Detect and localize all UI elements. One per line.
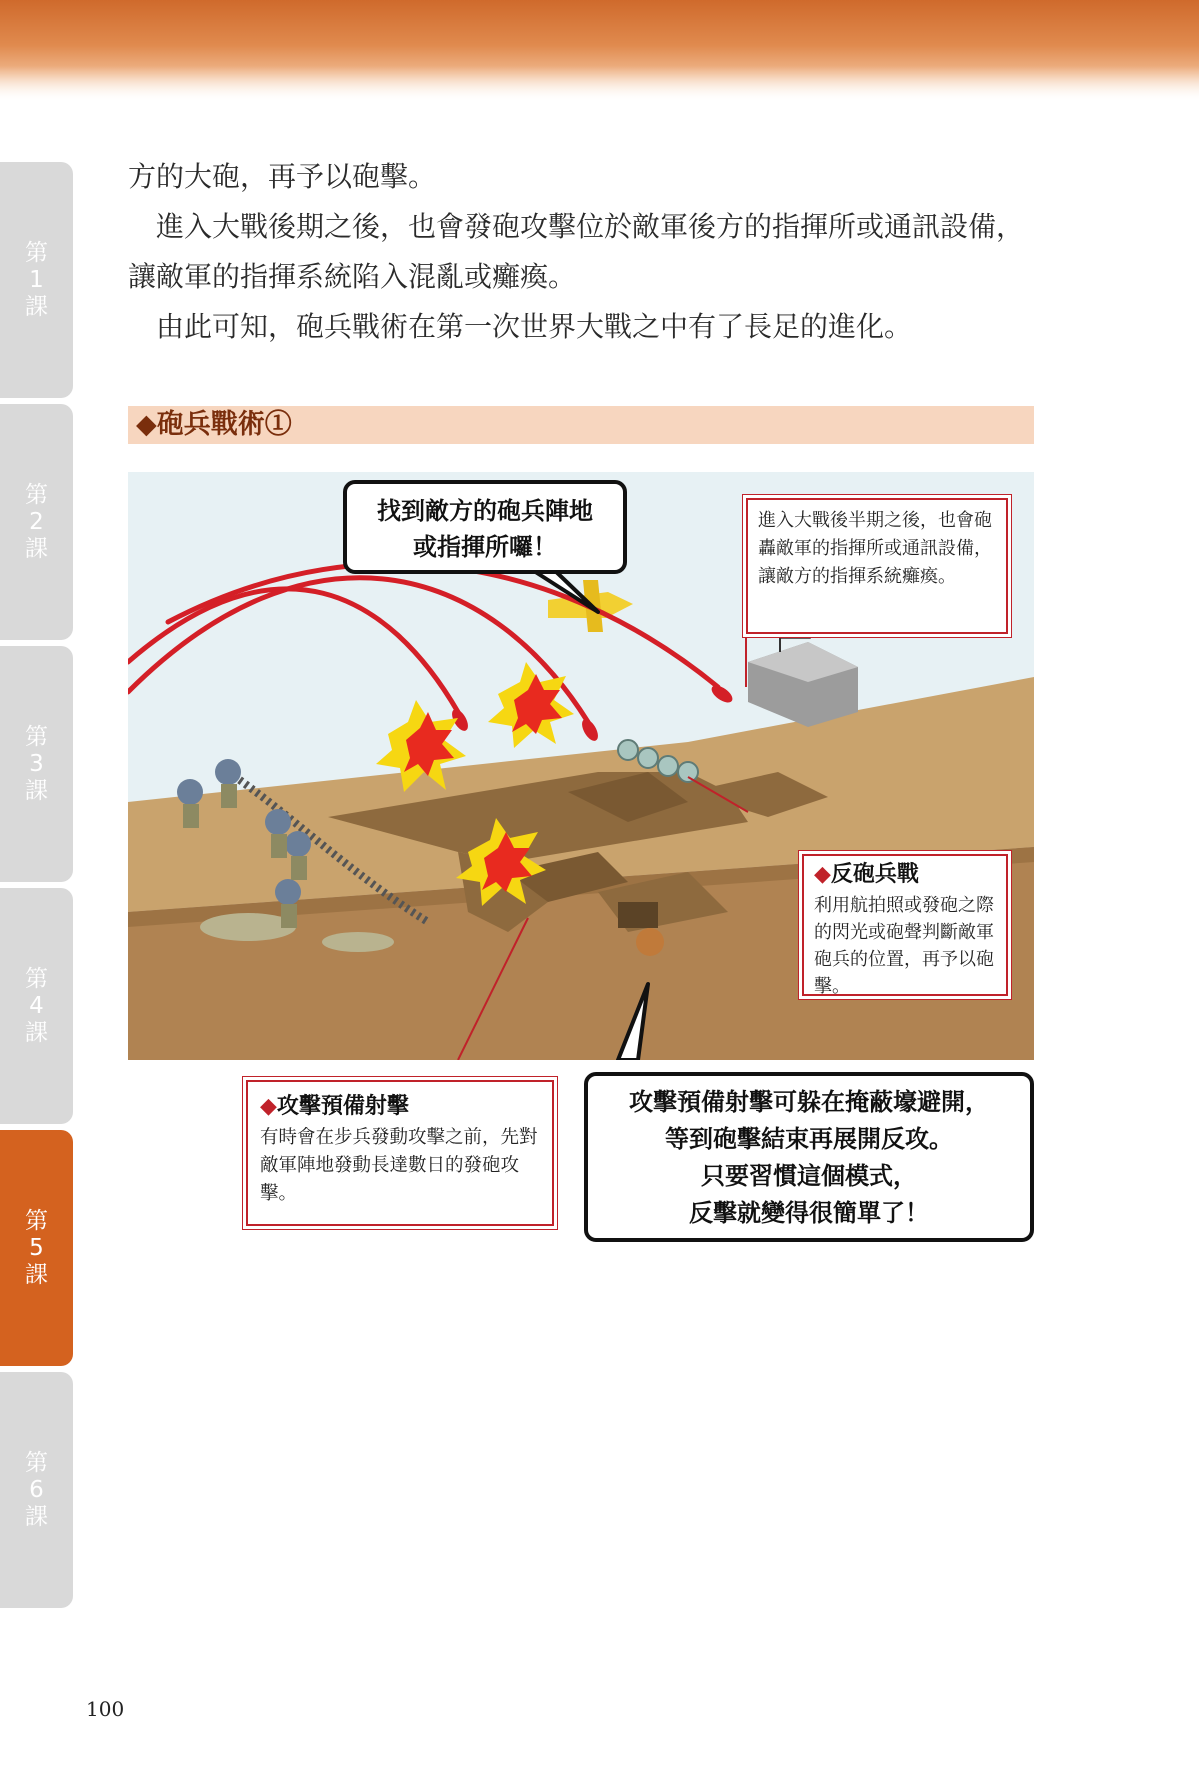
tab-number: 1 [29,266,44,293]
top-banner [0,0,1199,100]
tab-char: 第 [25,723,48,750]
counter-battery-text: 利用航拍照或發砲之際的閃光或砲聲判斷敵軍砲兵的位置，再予以砲擊。 [814,895,994,997]
shell-trajectories [128,564,718,722]
body-paragraph-3: 由此可知，砲兵戰術在第一次世界大戰之中有了長足的進化。 [128,310,913,343]
hq-note-text: 進入大戰後半期之後，也會砲轟敵軍的指揮所或通訊設備，讓敵方的指揮系統癱瘓。 [758,510,992,587]
tab-number: 4 [29,992,44,1019]
tab-number: 5 [29,1234,44,1261]
bunker-entrance [618,902,658,928]
counter-battery-title-text: 反砲兵戰 [830,862,919,887]
counter-battery-box [802,854,1008,996]
body-paragraph-1: 方的大砲，再予以砲擊。 [128,160,437,193]
body-paragraph-2: 進入大戰後期之後，也會發砲攻擊位於敵軍後方的指揮所或通訊設備，讓敵軍的指揮系統陷入混亂或癱瘓。 [128,210,1025,293]
tab-number: 6 [29,1476,44,1503]
diamond-icon: ◆ [260,1094,277,1119]
speech-bubble-bottom [584,1072,1034,1242]
chapter-tab-2[interactable] [0,404,73,640]
chapter-tab-1[interactable] [0,162,73,398]
tab-char: 第 [25,1207,48,1234]
tab-char: 第 [25,481,48,508]
tab-char: 課 [25,1261,48,1288]
section-heading [128,406,1034,444]
counter-battery-title [814,860,996,890]
diamond-icon: ◆ [814,862,831,887]
speech-line: 反擊就變得很簡單了！ [689,1199,929,1227]
hq-note-box [746,498,1008,634]
tab-char: 第 [25,1449,48,1476]
preparatory-fire-box [246,1080,554,1226]
preparatory-fire-text: 有時會在步兵發動攻擊之前，先對敵軍陣地發動長達數日的發砲攻擊。 [260,1127,538,1204]
section-title: ◆砲兵戰術① [136,409,292,440]
chapter-tab-4[interactable] [0,888,73,1124]
chapter-tab-6[interactable] [0,1372,73,1608]
shells [449,682,735,743]
tab-char: 課 [25,1503,48,1530]
speech-line: 只要習慣這個模式， [701,1162,917,1190]
tab-char: 課 [25,1019,48,1046]
preparatory-fire-title [260,1092,540,1122]
speech-line: 等到砲擊結束再展開反攻。 [665,1125,953,1153]
speech-bubble-top [343,480,627,574]
preparatory-fire-title-text: 攻擊預備射擊 [276,1094,409,1119]
tab-char: 課 [25,293,48,320]
sheltering-soldier [636,928,664,956]
tab-char: 第 [25,965,48,992]
tab-char: 第 [25,239,48,266]
page-number: 100 [86,1697,125,1721]
speech-line: 找到敵方的砲兵陣地 [377,497,593,525]
puddle [322,932,394,952]
chapter-tab-3[interactable] [0,646,73,882]
tab-number: 3 [29,750,44,777]
speech-line: 攻擊預備射擊可躲在掩蔽壕避開， [629,1088,989,1116]
tab-number: 2 [29,508,44,535]
chapter-tab-5[interactable] [0,1130,73,1366]
tab-char: 課 [25,535,48,562]
tab-char: 課 [25,777,48,804]
artillery-illustration [128,472,1034,1060]
speech-line: 或指揮所囉！ [413,533,557,561]
